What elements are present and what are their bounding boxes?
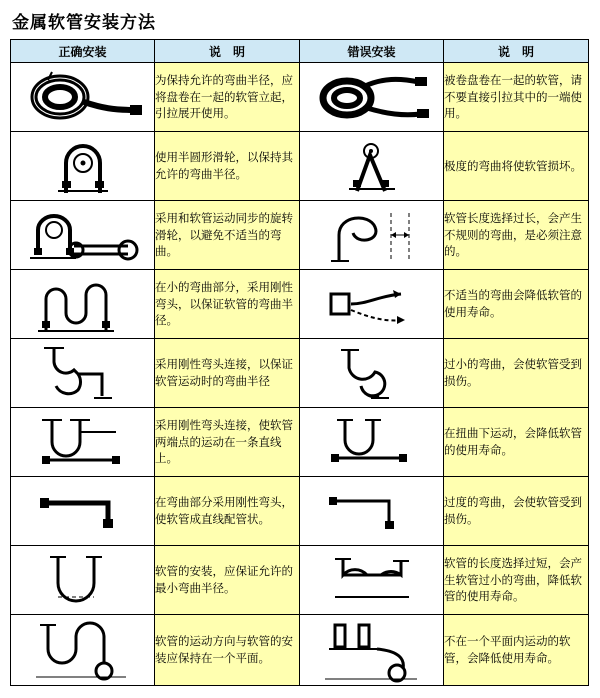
correct-figure-cell	[11, 132, 155, 201]
correct-note-cell: 软管的运动方向与软管的安装应保持在一个平面。	[155, 615, 300, 686]
rigid-elbow-u-bend-figure	[11, 342, 154, 404]
wrong-note-cell: 过小的弯曲，会使软管受到损伤。	[444, 339, 589, 408]
table-row	[11, 546, 589, 615]
coiled-hose-pulled-figure	[300, 68, 443, 126]
table-row	[11, 615, 589, 686]
correct-note-cell: 采用刚性弯头连接，使软管两端点的运动在一条直线上。	[155, 408, 300, 477]
too-small-bend-figure	[300, 342, 443, 404]
table-row	[11, 408, 589, 477]
header-correct-note: 说 明	[155, 40, 300, 63]
correct-note-cell: 在小的弯曲部分，采用刚性弯头，以保证软管的弯曲半径。	[155, 270, 300, 339]
wrong-note-cell: 过度的弯曲，会使软管受到损伤。	[444, 477, 589, 546]
correct-figure-cell	[11, 339, 155, 408]
table-row	[11, 63, 589, 132]
header-wrong-note: 说 明	[444, 40, 589, 63]
min-bend-radius-install-figure	[11, 549, 154, 611]
correct-figure-cell	[11, 546, 155, 615]
correct-note-cell: 在弯曲部分采用刚性弯头，使软管成直线配管状。	[155, 477, 300, 546]
wrong-note-cell: 极度的弯曲将使软管损坏。	[444, 132, 589, 201]
rigid-elbow-straight-line-figure	[11, 412, 154, 472]
wrong-figure-cell	[300, 615, 444, 686]
table-row	[11, 477, 589, 546]
correct-figure-cell	[11, 201, 155, 270]
correct-note-cell: 为保持允许的弯曲半径，应将盘卷在一起的软管立起，引拉展开使用。	[155, 63, 300, 132]
correct-figure-cell	[11, 615, 155, 686]
wrong-note-cell: 软管长度选择过长，会产生不规则的弯曲，是必须注意的。	[444, 201, 589, 270]
table-row	[11, 270, 589, 339]
wrong-figure-cell	[300, 408, 444, 477]
header-correct-install: 正确安装	[11, 40, 155, 63]
wrong-note-cell: 软管的长度选择过短，会产生软管过小的弯曲，降低软管的使用寿命。	[444, 546, 589, 615]
long-hose-irregular-bend-figure	[300, 205, 443, 265]
semicircle-pulley-figure	[11, 137, 154, 195]
improper-bend-short-life-figure	[300, 274, 443, 334]
same-plane-motion-figure	[11, 615, 154, 685]
straight-pipe-elbow-figure	[11, 485, 154, 537]
installation-methods-table	[10, 39, 589, 686]
table-row	[11, 132, 589, 201]
header-wrong-install: 错误安装	[300, 40, 444, 63]
correct-note-cell: 采用和软管运动同步的旋转滑轮，以避免不适当的弯曲。	[155, 201, 300, 270]
table-header-row	[11, 40, 589, 63]
correct-figure-cell	[11, 270, 155, 339]
coiled-hose-standing-figure	[11, 68, 154, 126]
wrong-note-cell: 被卷盘卷在一起的软管，请不要直接引拉其中的一端使用。	[444, 63, 589, 132]
wrong-figure-cell	[300, 339, 444, 408]
correct-figure-cell	[11, 408, 155, 477]
over-length-small-bend-figure	[300, 549, 443, 611]
correct-note-cell: 软管的安装，应保证允许的最小弯曲半径。	[155, 546, 300, 615]
table-row	[11, 339, 589, 408]
sharp-bend-pulley-figure	[300, 137, 443, 195]
excessive-bend-figure	[300, 485, 443, 537]
page-title: 金属软管安装方法	[12, 13, 156, 33]
wrong-note-cell: 在扭曲下运动，会降低软管的使用寿命。	[444, 408, 589, 477]
rotating-pulley-chain-figure	[11, 206, 154, 264]
wrong-figure-cell	[300, 63, 444, 132]
wrong-figure-cell	[300, 270, 444, 339]
wrong-figure-cell	[300, 477, 444, 546]
wrong-note-cell: 不在一个平面内运动的软管，会降低使用寿命。	[444, 615, 589, 686]
correct-note-cell: 采用刚性弯头连接，以保证软管运动时的弯曲半径	[155, 339, 300, 408]
wrong-figure-cell	[300, 132, 444, 201]
rigid-elbow-small-bend-figure	[11, 273, 154, 335]
wrong-note-cell: 不适当的弯曲会降低软管的使用寿命。	[444, 270, 589, 339]
out-of-plane-motion-figure	[300, 615, 443, 685]
correct-figure-cell	[11, 63, 155, 132]
torsion-motion-figure	[300, 412, 443, 472]
wrong-figure-cell	[300, 201, 444, 270]
correct-figure-cell	[11, 477, 155, 546]
table-row	[11, 201, 589, 270]
wrong-figure-cell	[300, 546, 444, 615]
correct-note-cell: 使用半圆形滑轮，以保持其允许的弯曲半径。	[155, 132, 300, 201]
